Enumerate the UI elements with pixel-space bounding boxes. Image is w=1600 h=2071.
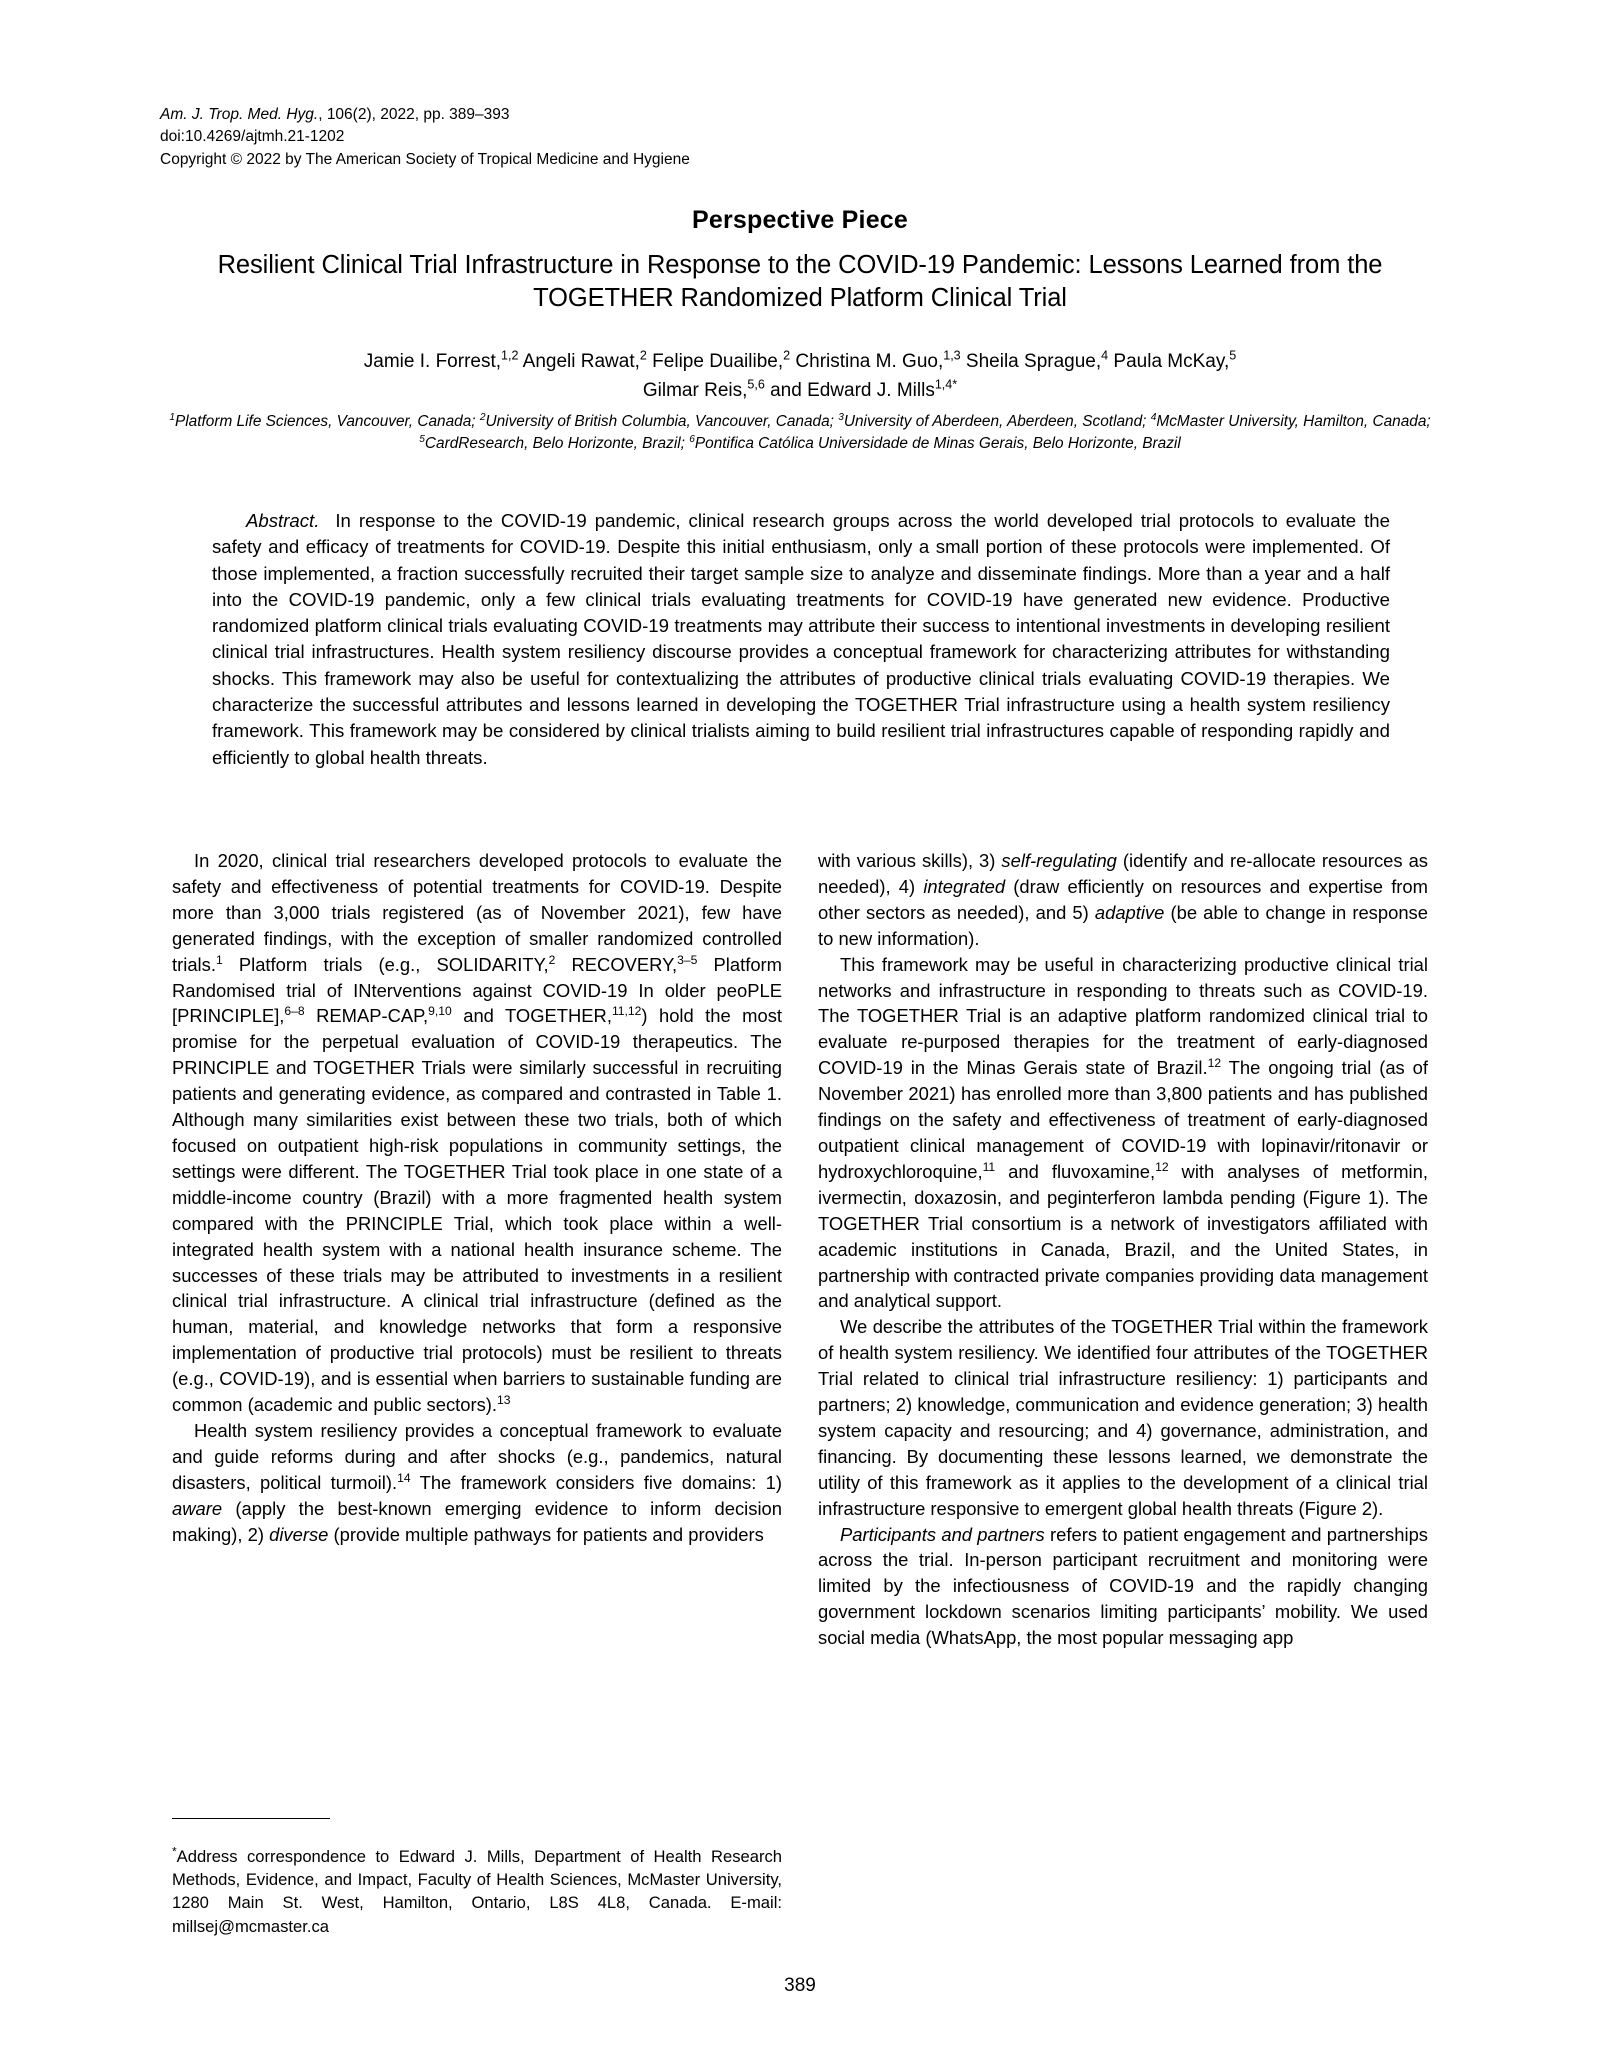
page-number: 389 xyxy=(784,1975,816,1996)
title-line-2: from the TOGETHER Randomized Platform Clinical Trial xyxy=(533,251,1383,313)
citation-ref: 11 xyxy=(982,1159,996,1174)
text-run: In 2020, clinical trial researchers developed protocols to evaluate the safety and effectiveness of potential treatments for COVID-19. Despite more than 3,000 trials registered (as of November 2021), few have generated findings, with the exception of smaller randomized controlled trials. xyxy=(172,850,782,975)
paragraph xyxy=(818,952,1428,1315)
text-run: refers to patient engagement and partnerships across the trial. In-person participant recruitment and monitoring were limited by the infectiousness of COVID-19 and the rapidly changing government lockdown scenarios limiting participants’ mobility. We used social media (WhatsApp, the most popular messaging app xyxy=(818,1523,1428,1649)
text-run: REMAP-CAP, xyxy=(304,1005,429,1027)
text-run: (be able to change in response to new information). xyxy=(818,901,1428,949)
affiliation-marker: 1 xyxy=(169,411,175,423)
doi-line: doi:10.4269/ajtmh.21-1202 xyxy=(160,128,345,146)
page-title xyxy=(160,249,1440,315)
citation-ref: 6–8 xyxy=(284,1004,305,1019)
citation-ref: 11,12 xyxy=(611,1004,642,1019)
citation-ref: 13 xyxy=(497,1392,511,1407)
text-run: Platform Randomised trial of INterventions against COVID-19 In older peoPLE [PRINCIPLE], xyxy=(172,953,782,1027)
author-affiliation-ref: 4 xyxy=(1101,348,1109,363)
author-entry xyxy=(518,348,647,372)
abstract-label: Abstract. xyxy=(246,510,320,531)
text-run: and fluvoxamine, xyxy=(995,1160,1156,1182)
author-affiliation-ref: 1,4* xyxy=(934,377,958,392)
affiliation-text: University of Aberdeen, Aberdeen, Scotland; xyxy=(843,413,1151,430)
citation-ref: 2 xyxy=(548,952,556,967)
author-line-1 xyxy=(160,348,1440,377)
author-entry xyxy=(764,377,958,401)
footnote-marker: * xyxy=(172,1844,177,1859)
citation-ref: 12 xyxy=(1155,1159,1169,1174)
emphasis-term: aware xyxy=(172,1497,223,1519)
emphasis-term: Participants and partners xyxy=(840,1523,1045,1545)
author-affiliation-ref: 1,2 xyxy=(501,348,519,363)
citation-ref: 9,10 xyxy=(428,1004,452,1019)
author-line-2 xyxy=(160,377,1440,406)
emphasis-term: diverse xyxy=(269,1523,329,1545)
copyright-line: Copyright © 2022 by The American Society of Tropical Medicine and Hygiene xyxy=(160,150,690,168)
affiliation-text: McMaster University, Hamilton, Canada; xyxy=(1156,413,1431,430)
text-run: (provide multiple pathways for patients and providers xyxy=(328,1523,764,1545)
citation-ref: 12 xyxy=(1207,1056,1222,1071)
text-run: and TOGETHER, xyxy=(451,1005,612,1027)
article-type-kicker: Perspective Piece xyxy=(691,206,909,234)
citation-ref: 1 xyxy=(215,952,223,967)
text-run: with various skills), 3) xyxy=(818,850,1002,871)
author-entry xyxy=(642,377,765,401)
author-affiliation-ref: 2 xyxy=(783,348,791,363)
citation-ref: 3–5 xyxy=(677,952,698,967)
paragraph xyxy=(818,1522,1428,1652)
text-run: (draw efficiently on resources and expertise from other sectors as needed), and 5) xyxy=(818,875,1428,923)
paragraph xyxy=(172,1418,782,1548)
footnote-divider xyxy=(172,1818,330,1819)
author-entry xyxy=(363,348,519,372)
paragraph xyxy=(172,848,782,1418)
title-line-1: Resilient Clinical Trial Infrastructure in Response to the COVID-19 Pandemic: Lessons Learned xyxy=(217,251,1283,279)
abstract-section xyxy=(212,508,1390,771)
author-name: and Edward J. Mills xyxy=(764,379,935,401)
masthead xyxy=(160,104,1440,171)
author-name: Paula McKay, xyxy=(1108,351,1230,372)
text-run: This framework may be useful in characterizing productive clinical trial networks and infrastructure in responding to threats such as COVID-19. The TOGETHER Trial is an adaptive platform randomized clinical trial to evaluate re-purposed therapies for the treatment of early-diagnosed COVID-19 in the Minas Gerais state of Brazil. xyxy=(818,953,1428,1079)
author-name: Felipe Duailibe, xyxy=(646,351,784,372)
emphasis-term: self-regulating xyxy=(1001,850,1117,871)
journal-name: Am. J. Trop. Med. Hyg. xyxy=(160,106,319,123)
text-run: RECOVERY, xyxy=(555,953,678,975)
author-affiliation-ref: 5,6 xyxy=(747,377,765,392)
text-run: (apply the best-known emerging evidence to inform decision making), 2) xyxy=(172,1497,782,1545)
body-column-right xyxy=(818,848,1428,1651)
author-affiliation-ref: 1,3 xyxy=(943,348,961,363)
paragraph xyxy=(818,848,1428,952)
author-list xyxy=(160,348,1440,406)
text-run: ) hold the most promise for the perpetual evaluation of COVID-19 therapeutics. The PRINCIPLE and TOGETHER Trials were similarly successful in recruiting patients and generating evidence, as compared and contrasted in Table 1. Although many similarities exist between these two trials, both of which focused on outpatient high-risk populations in community settings, the settings were different. The TOGETHER Trial took place in one state of a middle-income country (Brazil) with a more fragmented health system compared with the PRINCIPLE Trial, which took place within a well-integrated health system with a national health insurance scheme. The successes of these trials may be attributed to investments in a resilient clinical trial infrastructure. A clinical trial infrastructure (defined as the human, material, and knowledge networks that form a responsive implementation of productive trial protocols) must be resilient to threats (e.g., COVID-19), and is essential when barriers to sustainable funding are common (academic and public sectors). xyxy=(172,1005,783,1416)
journal-citation-line xyxy=(160,104,1440,126)
author-name: Christina M. Guo, xyxy=(790,351,944,372)
affiliation-text: CardResearch, Belo Horizonte, Brazil; xyxy=(424,435,690,453)
text-run: The framework considers five domains: 1) xyxy=(410,1471,783,1493)
author-name: Gilmar Reis, xyxy=(642,379,748,401)
citation-ref: 14 xyxy=(397,1470,411,1485)
journal-volume-pages: , 106(2), 2022, pp. 389–393 xyxy=(318,106,510,123)
emphasis-term: adaptive xyxy=(1094,901,1165,923)
author-name: Sheila Sprague, xyxy=(960,351,1102,372)
author-name: Jamie I. Forrest, xyxy=(363,351,502,372)
affiliation-marker: 2 xyxy=(479,411,486,423)
author-entry xyxy=(646,348,791,372)
title-block xyxy=(160,206,1440,315)
affiliation-text: Pontifica Católica Universidade de Minas Gerais, Belo Horizonte, Brazil xyxy=(694,435,1181,453)
author-affiliation-ref: 2 xyxy=(639,348,647,363)
affiliation-text: University of British Columbia, Vancouver, Canada; xyxy=(485,413,839,430)
footnote-text xyxy=(172,1845,782,1938)
paragraph: We describe the attributes of the TOGETHER Trial within the framework of health system resiliency. We identified four attributes of the TOGETHER Trial related to clinical trial infrastructure resiliency: 1) participants and partners; 2) knowledge, communication and evidence generation; 3) health system capacity and resourcing; and 4) governance, administration, and financing. By documenting these lessons learned, we demonstrate the utility of this framework as it applies to the development of a clinical trial infrastructure responsive to emergent global health threats (Figure 2). xyxy=(818,1316,1428,1519)
text-run: Platform trials (e.g., SOLIDARITY, xyxy=(222,953,549,975)
correspondence-footnote xyxy=(172,1818,782,1938)
emphasis-term: integrated xyxy=(923,875,1006,897)
author-entry xyxy=(1108,348,1237,372)
affiliation-marker: 6 xyxy=(689,434,695,446)
affiliation-marker: 5 xyxy=(419,434,425,446)
abstract-body: In response to the COVID-19 pandemic, clinical research groups across the world developed trial protocols to evaluate the safety and efficacy of treatments for COVID-19. Despite this initial enthusiasm, only a small portion of these protocols were implemented. Of those implemented, a fraction successfully recruited their target sample size to analyze and disseminate findings. More than a year and a half into the COVID-19 pandemic, only a few clinical trials evaluating treatments for COVID-19 have generated new evidence. Productive randomized platform clinical trials evaluating COVID-19 treatments may attribute their success to intentional investments in developing resilient clinical trial infrastructures. Health system resiliency discourse provides a conceptual framework for characterizing attributes for withstanding shocks. This framework may also be useful for contextualizing the attributes of productive clinical trials evaluating COVID-19 therapies. We characterize the successful attributes and lessons learned in developing the TOGETHER Trial infrastructure using a health system resiliency framework. This framework may be considered by clinical trialists aiming to build resilient trial infrastructures capable of responding rapidly and efficiently to global health threats. xyxy=(212,510,1390,768)
text-run: with analyses of metformin, ivermectin, doxazosin, and peginterferon lambda pending (Figure 1). The TOGETHER Trial consortium is a network of investigators affiliated with academic institutions in Canada, Brazil, and the United States, in partnership with contracted private companies providing data management and analytical support. xyxy=(818,1160,1428,1312)
text-run: The ongoing trial (as of November 2021) has enrolled more than 3,800 patients and has published findings on the safety and effectiveness of treatment of early-diagnosed outpatient clinical management of COVID-19 with lopinavir/ritonavir or hydroxychloroquine, xyxy=(818,1057,1428,1182)
footnote-body: Address correspondence to Edward J. Mills, Department of Health Research Methods, Evidence, and Impact, Faculty of Health Sciences, McMaster University, 1280 Main St. West, Hamilton, Ontario, L8S 4L8, Canada. E-mail: millsej@mcmaster.ca xyxy=(172,1847,782,1936)
text-run: Health system resiliency provides a conceptual framework to evaluate and guide reforms during and after shocks (e.g., pandemics, natural disasters, political turmoil). xyxy=(172,1419,782,1493)
author-entry xyxy=(790,348,961,372)
affiliation-marker: 3 xyxy=(838,411,844,423)
text-run: (identify and re-allocate resources as needed), 4) xyxy=(818,850,1428,897)
body-column-left xyxy=(172,848,782,1547)
affiliation-marker: 4 xyxy=(1150,411,1157,423)
affiliation-text: Platform Life Sciences, Vancouver, Canada; xyxy=(174,413,480,430)
author-name: Angeli Rawat, xyxy=(518,351,640,372)
author-affiliation-ref: 5 xyxy=(1229,348,1237,363)
author-entry xyxy=(960,348,1109,372)
affiliation-list xyxy=(160,411,1440,456)
